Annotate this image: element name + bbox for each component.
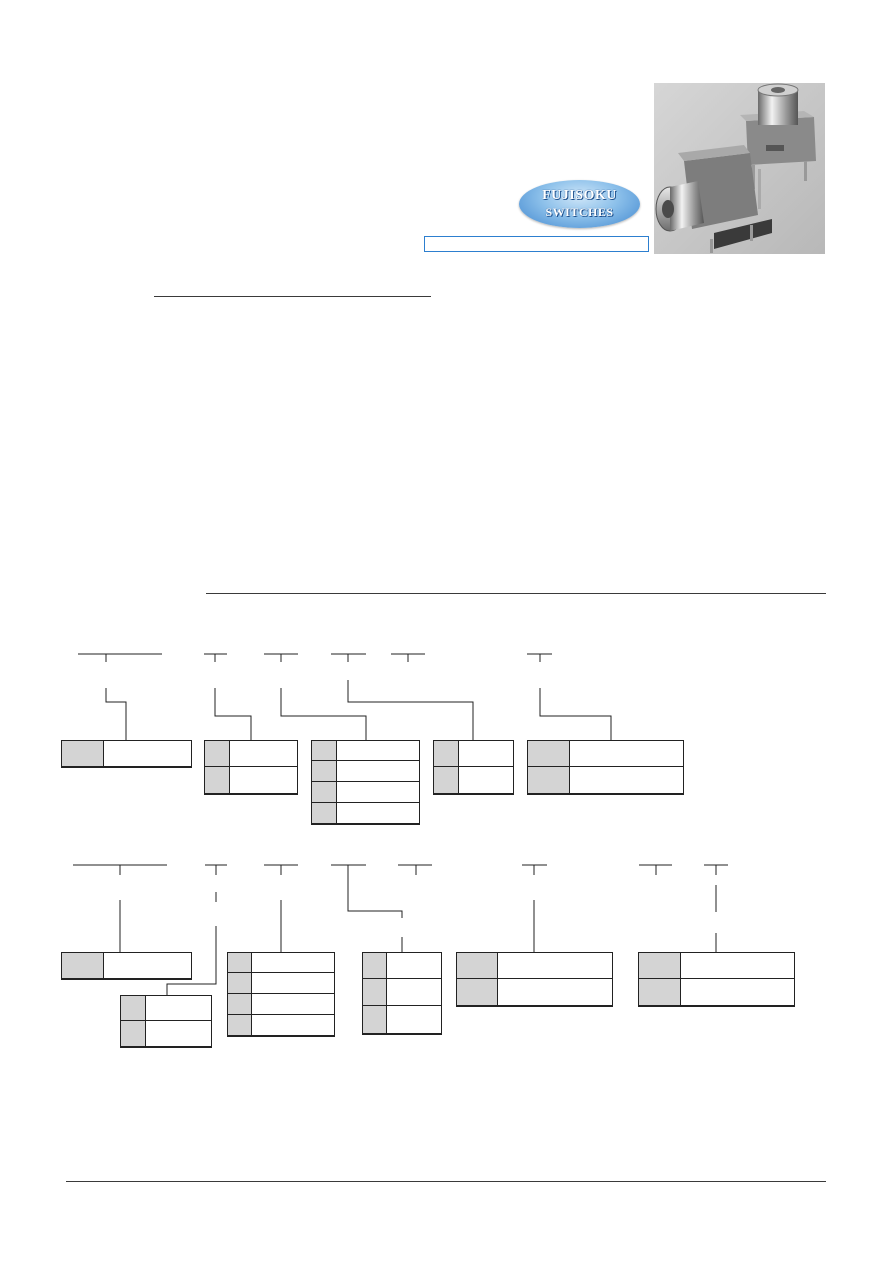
option-row bbox=[312, 803, 420, 824]
option-row bbox=[434, 767, 514, 794]
option-row bbox=[363, 953, 442, 979]
option-row bbox=[205, 767, 298, 794]
option-table bbox=[456, 952, 613, 1007]
option-row bbox=[121, 996, 212, 1021]
option-row bbox=[312, 761, 420, 782]
option-table bbox=[311, 740, 420, 825]
option-table bbox=[527, 740, 684, 795]
option-row bbox=[363, 979, 442, 1006]
logo-line1: FUJISOKU bbox=[542, 188, 617, 203]
option-row bbox=[528, 767, 684, 794]
leader-line bbox=[281, 688, 366, 740]
option-row bbox=[62, 741, 192, 767]
option-table bbox=[120, 995, 212, 1048]
option-row bbox=[312, 741, 420, 761]
option-row bbox=[228, 953, 335, 973]
option-table bbox=[227, 952, 335, 1037]
option-row bbox=[205, 741, 298, 767]
option-table bbox=[204, 740, 298, 795]
option-table bbox=[362, 952, 442, 1035]
option-row bbox=[528, 741, 684, 767]
option-table bbox=[433, 740, 514, 795]
option-row bbox=[228, 994, 335, 1015]
leader-line bbox=[215, 688, 251, 740]
leader-line bbox=[540, 688, 611, 740]
option-table bbox=[61, 952, 192, 980]
leader-line bbox=[106, 688, 126, 740]
option-row bbox=[121, 1021, 212, 1047]
option-row bbox=[457, 979, 613, 1006]
option-row bbox=[363, 1006, 442, 1034]
option-row bbox=[457, 953, 613, 979]
option-row bbox=[434, 741, 514, 767]
leader-line bbox=[348, 680, 473, 740]
option-row bbox=[312, 782, 420, 803]
option-row bbox=[639, 979, 795, 1006]
leader-line bbox=[348, 875, 402, 918]
option-table bbox=[638, 952, 795, 1007]
option-table bbox=[61, 740, 192, 768]
option-row bbox=[62, 953, 192, 979]
option-row bbox=[228, 1015, 335, 1036]
option-row bbox=[639, 953, 795, 979]
option-row bbox=[228, 973, 335, 994]
logo-line2: SWITCHES bbox=[545, 205, 614, 219]
